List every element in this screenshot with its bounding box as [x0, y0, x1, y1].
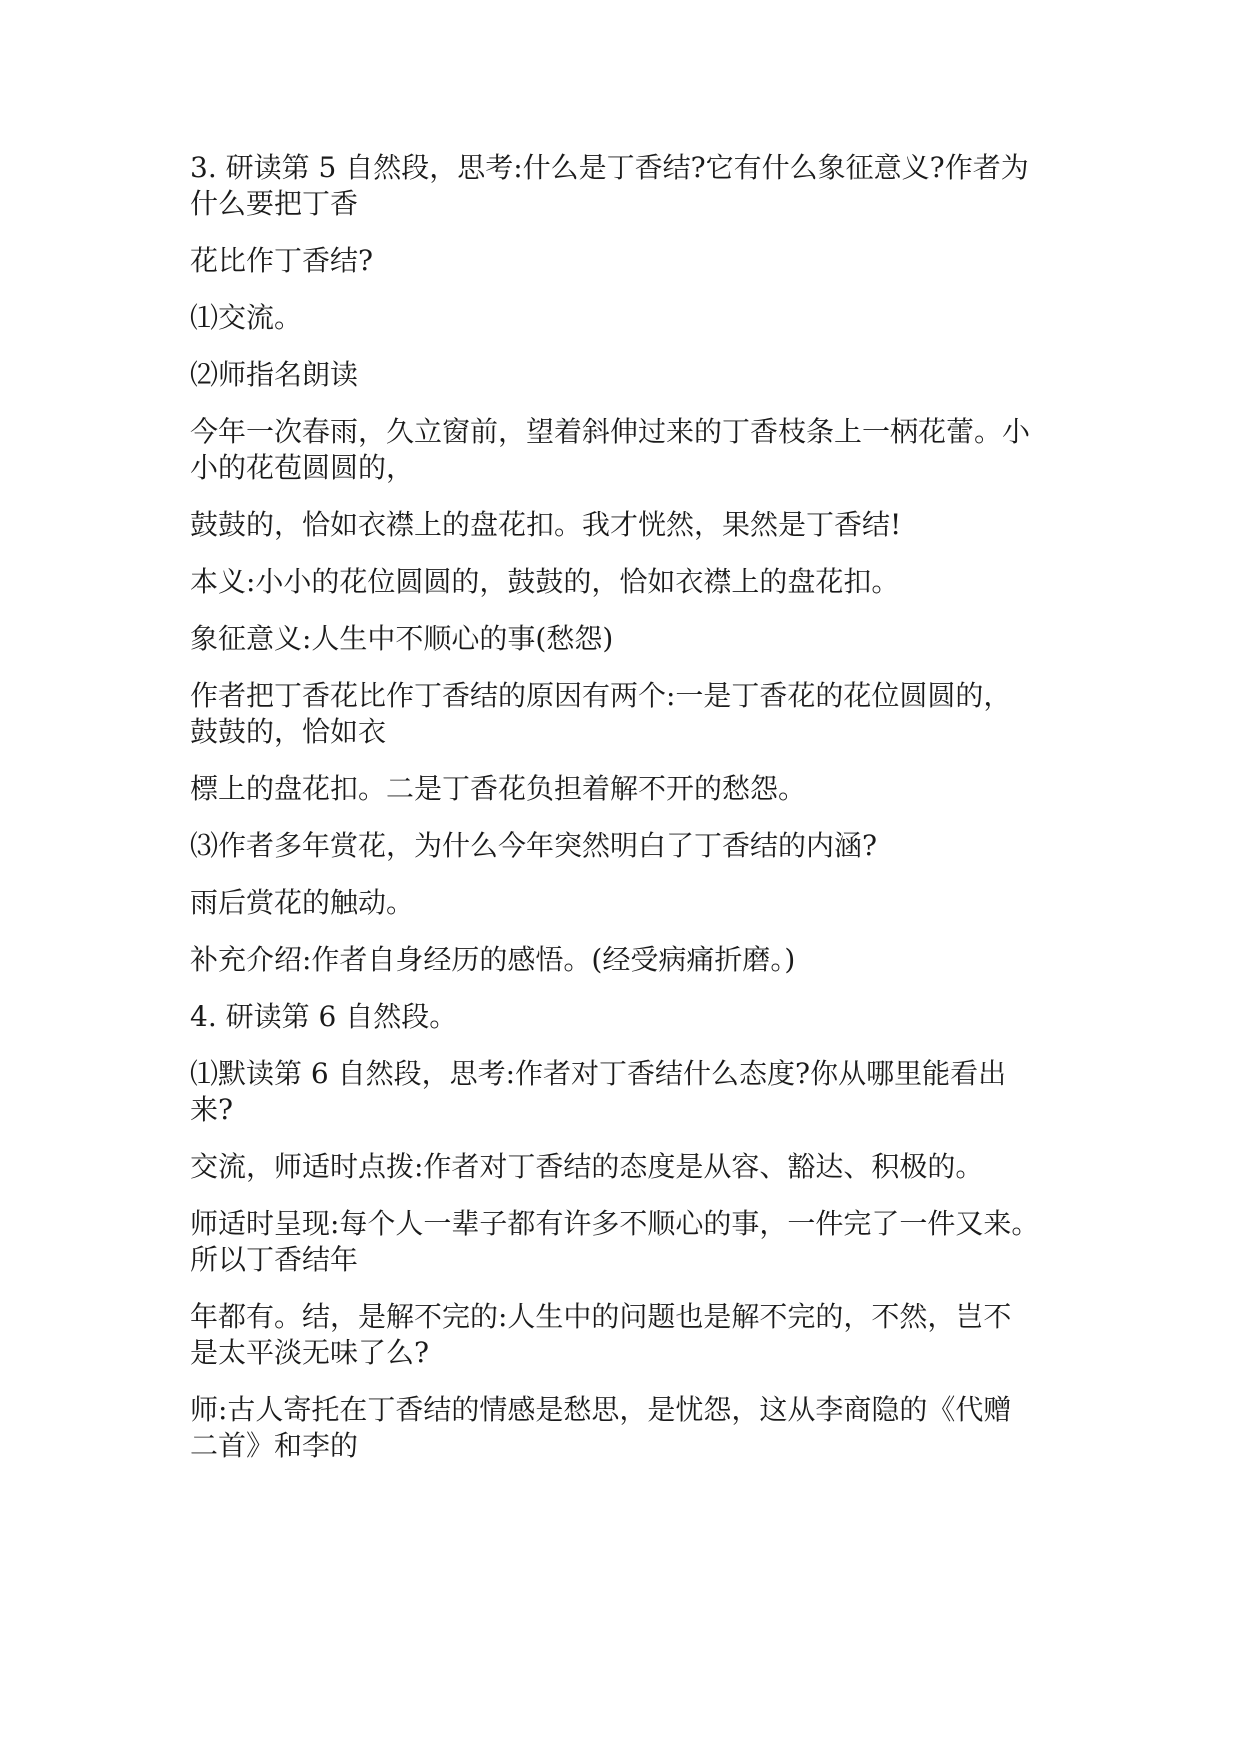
paragraph-q4 [190, 999, 1070, 1035]
text-line: 標上的盘花扣。二是丁香花负担着解不开的愁怨。 [190, 772, 807, 805]
paragraph [190, 621, 1070, 657]
text-line: 3. 研读第 5 自然段，思考:什么是丁香结?它有什么象征意义?作者为 [190, 151, 1029, 184]
text-line: 来? [190, 1093, 234, 1126]
paragraph-q3 [190, 150, 1070, 222]
text-line: 年都有。结，是解不完的:人生中的问题也是解不完的，不然，岂不 [190, 1300, 1012, 1333]
text-line: 象征意义:人生中不顺心的事(愁怨) [190, 622, 614, 655]
text-line: 补充介绍:作者自身经历的感悟。(经受病痛折磨。) [190, 943, 796, 976]
text-line: 本义:小小的花位圆圆的，鼓鼓的，恰如衣襟上的盘花扣。 [190, 565, 900, 598]
paragraph [190, 357, 1070, 393]
paragraph [190, 564, 1070, 600]
text-line: ⑶作者多年赏花，为什么今年突然明白了丁香结的内涵? [190, 829, 878, 862]
paragraph [190, 300, 1070, 336]
paragraph [190, 678, 1070, 750]
paragraph [190, 1206, 1070, 1278]
text-line: 雨后赏花的触动。 [190, 886, 415, 919]
text-line: 师适时呈现:每个人一辈子都有许多不顺心的事，一件完了一件又来。 [190, 1207, 1040, 1240]
text-line: 交流，师适时点拨:作者对丁香结的态度是从容、豁达、积极的。 [190, 1150, 984, 1183]
paragraph [190, 1392, 1070, 1464]
text-line: 作者把丁香花比作丁香结的原因有两个:一是丁香花的花位圆圆的， [190, 679, 1012, 712]
text-line: 鼓鼓的，恰如衣 [190, 715, 387, 748]
paragraph [190, 828, 1070, 864]
paragraph [190, 885, 1070, 921]
paragraph [190, 414, 1070, 486]
text-line: ⑴默读第 6 自然段，思考:作者对丁香结什么态度?你从哪里能看出 [190, 1057, 1007, 1090]
text-line: ⑴交流。 [190, 301, 303, 334]
text-line: 二首》和李的 [190, 1429, 359, 1462]
text-line: 什么要把丁香 [190, 187, 359, 220]
paragraph [190, 243, 1070, 279]
paragraph [190, 1056, 1070, 1128]
text-line: 是太平淡无味了么? [190, 1336, 430, 1369]
text-line: 花比作丁香结? [190, 244, 374, 277]
text-line: 师:古人寄托在丁香结的情感是愁思，是忧怨，这从李商隐的《代赠 [190, 1393, 1012, 1426]
text-line: 小的花苞圆圆的， [190, 451, 415, 484]
paragraph [190, 1299, 1070, 1371]
text-line: ⑵师指名朗读 [190, 358, 359, 391]
paragraph [190, 942, 1070, 978]
paragraph [190, 771, 1070, 807]
paragraph [190, 1149, 1070, 1185]
paragraph [190, 507, 1070, 543]
text-line: 今年一次春雨，久立窗前，望着斜伸过来的丁香枝条上一柄花蕾。小 [190, 415, 1031, 448]
document-page [190, 150, 1070, 1485]
text-line: 4. 研读第 6 自然段。 [190, 1000, 458, 1033]
text-line: 所以丁香结年 [190, 1243, 359, 1276]
text-line: 鼓鼓的，恰如衣襟上的盘花扣。我才恍然，果然是丁香结! [190, 508, 902, 541]
